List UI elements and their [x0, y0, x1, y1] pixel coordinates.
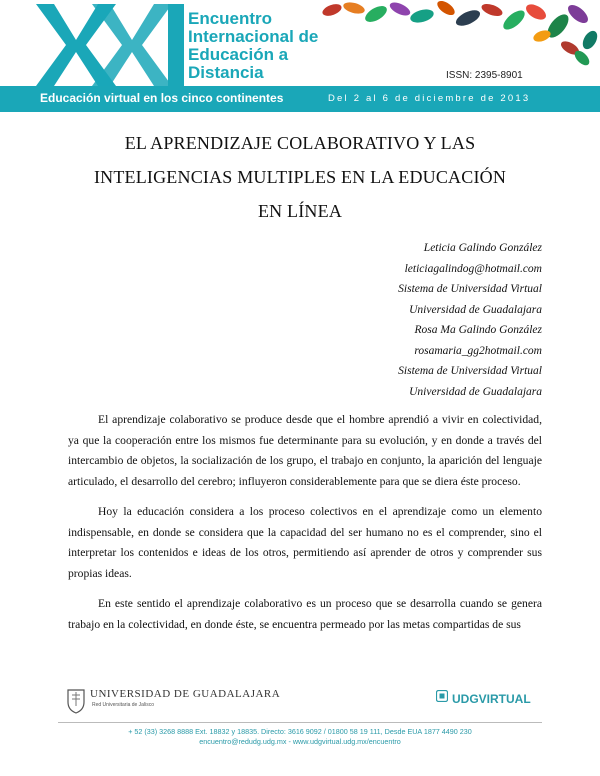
title-line: EN LÍNEA: [257, 201, 343, 221]
tagline-bar: [0, 86, 600, 112]
body-text: [68, 410, 542, 645]
udgvirtual-icon: [436, 690, 448, 702]
university-subtitle: Red Universitaria de Jalisco: [92, 702, 154, 708]
author-institution: Universidad de Guadalajara: [409, 303, 542, 316]
event-dates: Del 2 al 6 de diciembre de 2013: [328, 93, 531, 104]
paper-title: [60, 126, 540, 228]
conference-name: [188, 10, 328, 82]
author-name: Leticia Galindo González: [423, 242, 542, 254]
conference-line: Encuentro: [188, 9, 273, 28]
paragraph: En este sentido el aprendizaje colaborativo es un proceso que se desarrolla cuando se genera trabajo en la colectividad, en donde éste, se encuentra permeado por las metas compartidas de sus: [68, 597, 542, 631]
contact-phones: + 52 (33) 3268 8888 Ext. 18832 y 18835. Directo: 3616 9092 / 01800 58 19 111, Desde EUA 1877 4490 230: [128, 727, 472, 736]
conference-banner: [0, 0, 600, 118]
paragraph: El aprendizaje colaborativo se produce desde que el hombre aprendió a vivir en colectividad, ya que la cooperación entre los mismos fue determinante para su evolución, y en donde a través del intercambio de objetos, la socialización de los grupo, el trabajo en conjunto, la aparición del lenguaje articulado, el desarrollo del cerebro; influyeron considerablemente para que se diera éste proceso.: [68, 413, 542, 488]
title-line: INTELIGENCIAS MULTIPLES EN LA EDUCACIÓN: [93, 167, 507, 187]
contact-web: encuentro@redudg.udg.mx - www.udgvirtual.udg.mx/encuentro: [199, 737, 401, 746]
decorative-leaves: [320, 0, 600, 66]
author-affiliation: Sistema de Universidad Virtual: [398, 283, 542, 295]
udg-crest-icon: [66, 686, 86, 714]
tagline: Educación virtual en los cinco continentes: [40, 91, 284, 105]
title-line: EL APRENDIZAJE COLABORATIVO Y LAS: [124, 133, 476, 153]
footer-divider: [58, 722, 542, 723]
paragraph: Hoy la educación considera a los proceso colectivos en el aprendizaje como un elemento indispensable, en donde se considera que la capacidad del ser humano no es el comprender, sino el interpretar los contenidos e ideas de los otros, permitiendo así aprender de otros y comprender sus propias ideas.: [68, 505, 542, 580]
xxi-logo-graphic: [36, 4, 184, 86]
conference-line: Internacional de: [188, 27, 319, 46]
conference-line: Distancia: [188, 63, 264, 82]
author-affiliation: Sistema de Universidad Virtual: [398, 365, 542, 377]
conference-line: Educación a: [188, 45, 289, 64]
issn-number: ISSN: 2395-8901: [446, 70, 523, 81]
author-name: Rosa Ma Galindo González: [414, 324, 542, 336]
udgvirtual-logo-text: UDGVIRTUAL: [452, 692, 531, 706]
contact-info: [58, 727, 542, 747]
university-name: UNIVERSIDAD DE GUADALAJARA: [90, 688, 281, 700]
author-institution: Universidad de Guadalajara: [409, 385, 542, 398]
author-block: [398, 238, 542, 402]
author-email: leticiagalindog@hotmail.com: [404, 262, 542, 275]
author-email: rosamaria_gg2hotmail.com: [414, 344, 542, 357]
